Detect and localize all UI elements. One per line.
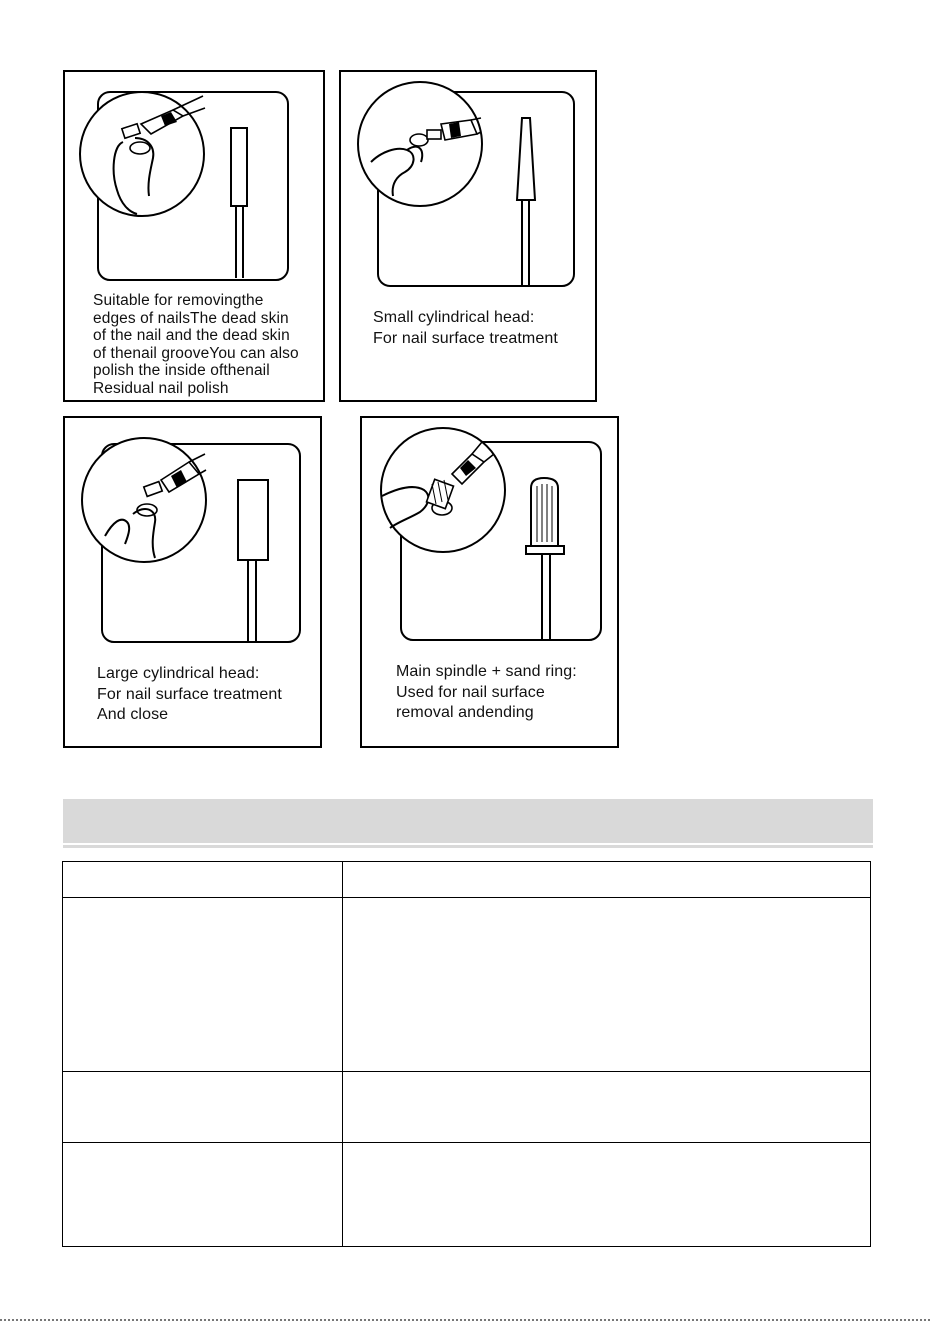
- table-cell-value: [343, 1072, 871, 1143]
- panel-sanding-band-caption: Main spindle + sand ring: Used for nail surface removal andending: [396, 663, 577, 721]
- table-cell-label: [63, 898, 343, 1072]
- table-row: [63, 862, 871, 898]
- panel-sanding-band: [360, 416, 619, 748]
- page-bottom-dashed-rule: [0, 1319, 932, 1321]
- panel-large-cylinder-caption: Large cylindrical head: For nail surface treatment And close: [97, 665, 282, 723]
- section-header-rule: [63, 845, 873, 848]
- table-row: [63, 1143, 871, 1247]
- table-cell-label: [63, 1072, 343, 1143]
- small-cylinder-illustration: [341, 72, 599, 404]
- section-header-bar: [63, 799, 873, 843]
- panel-large-cylinder: [63, 416, 322, 748]
- table-cell-label: [63, 1143, 343, 1247]
- table-cell-value: [343, 898, 871, 1072]
- panel-edge-bit-caption: Suitable for removingthe edges of nailsThe dead skin of the nail and the dead skin of thenail grooveYou can also polish the inside ofthenail Residual nail polish: [93, 292, 299, 397]
- table-cell-value: [343, 862, 871, 898]
- table-cell-label: [63, 862, 343, 898]
- table-row: [63, 898, 871, 1072]
- table-cell-value: [343, 1143, 871, 1247]
- spec-table: [62, 861, 871, 1247]
- panel-small-cylinder: [339, 70, 597, 402]
- table-row: [63, 1072, 871, 1143]
- panel-small-cylinder-caption: Small cylindrical head: For nail surface treatment: [373, 309, 558, 347]
- panel-edge-bit: [63, 70, 325, 402]
